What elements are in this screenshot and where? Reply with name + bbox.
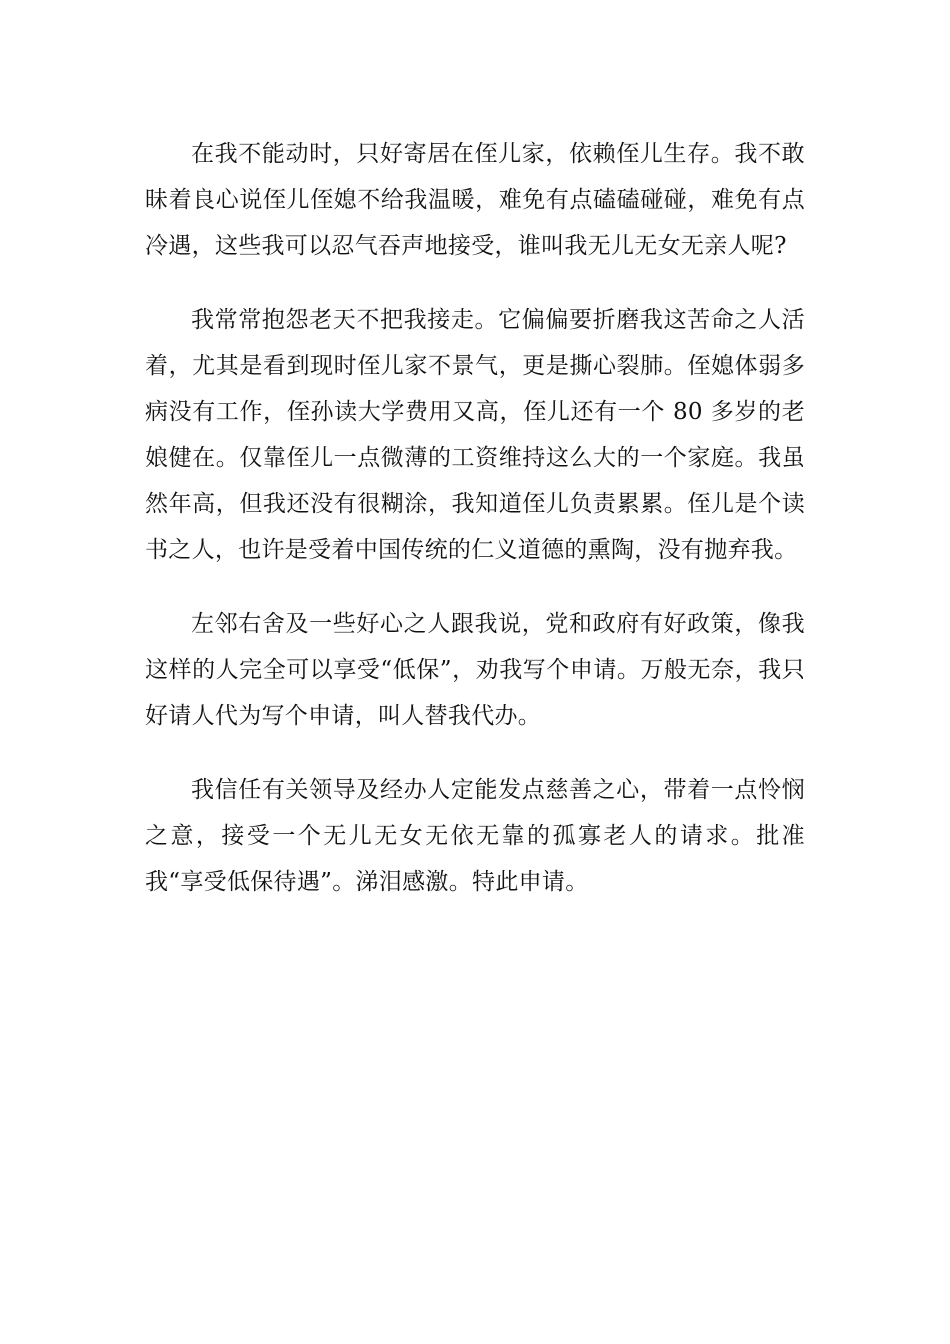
document-body [145, 131, 805, 905]
paragraph-3: 左邻右舍及一些好心之人跟我说，党和政府有好政策，像我这样的人完全可以享受“低保”，劝我写个申请。万般无奈，我只好请人代为写个申请，叫人替我代办。 [145, 611, 805, 729]
paragraph-4: 我信任有关领导及经办人定能发点慈善之心，带着一点怜悯之意，接受一个无儿无女无依无靠的孤寡老人的请求。批准我“享受低保待遇”。涕泪感激。特此申请。 [145, 777, 805, 895]
paragraph-2: 我常常抱怨老天不把我接走。它偏偏要折磨我这苦命之人活着，尤其是看到现时侄儿家不景气，更是撕心裂肺。侄媳体弱多病没有工作，侄孙读大学费用又高，侄儿还有一个 80 多岁的老娘健在。仅靠侄儿一点微薄的工资维持这么大的一个家庭。我虽然年高，但我还没有很糊涂，我知道侄儿负责累累。侄儿是个读书之人，也许是受着中国传统的仁义道德的熏陶，没有抛弃我。 [145, 307, 805, 563]
paragraph-1: 在我不能动时，只好寄居在侄儿家，依赖侄儿生存。我不敢昧着良心说侄儿侄媳不给我温暖，难免有点磕磕碰碰，难免有点冷遇，这些我可以忍气吞声地接受，谁叫我无儿无女无亲人呢? [145, 141, 805, 259]
